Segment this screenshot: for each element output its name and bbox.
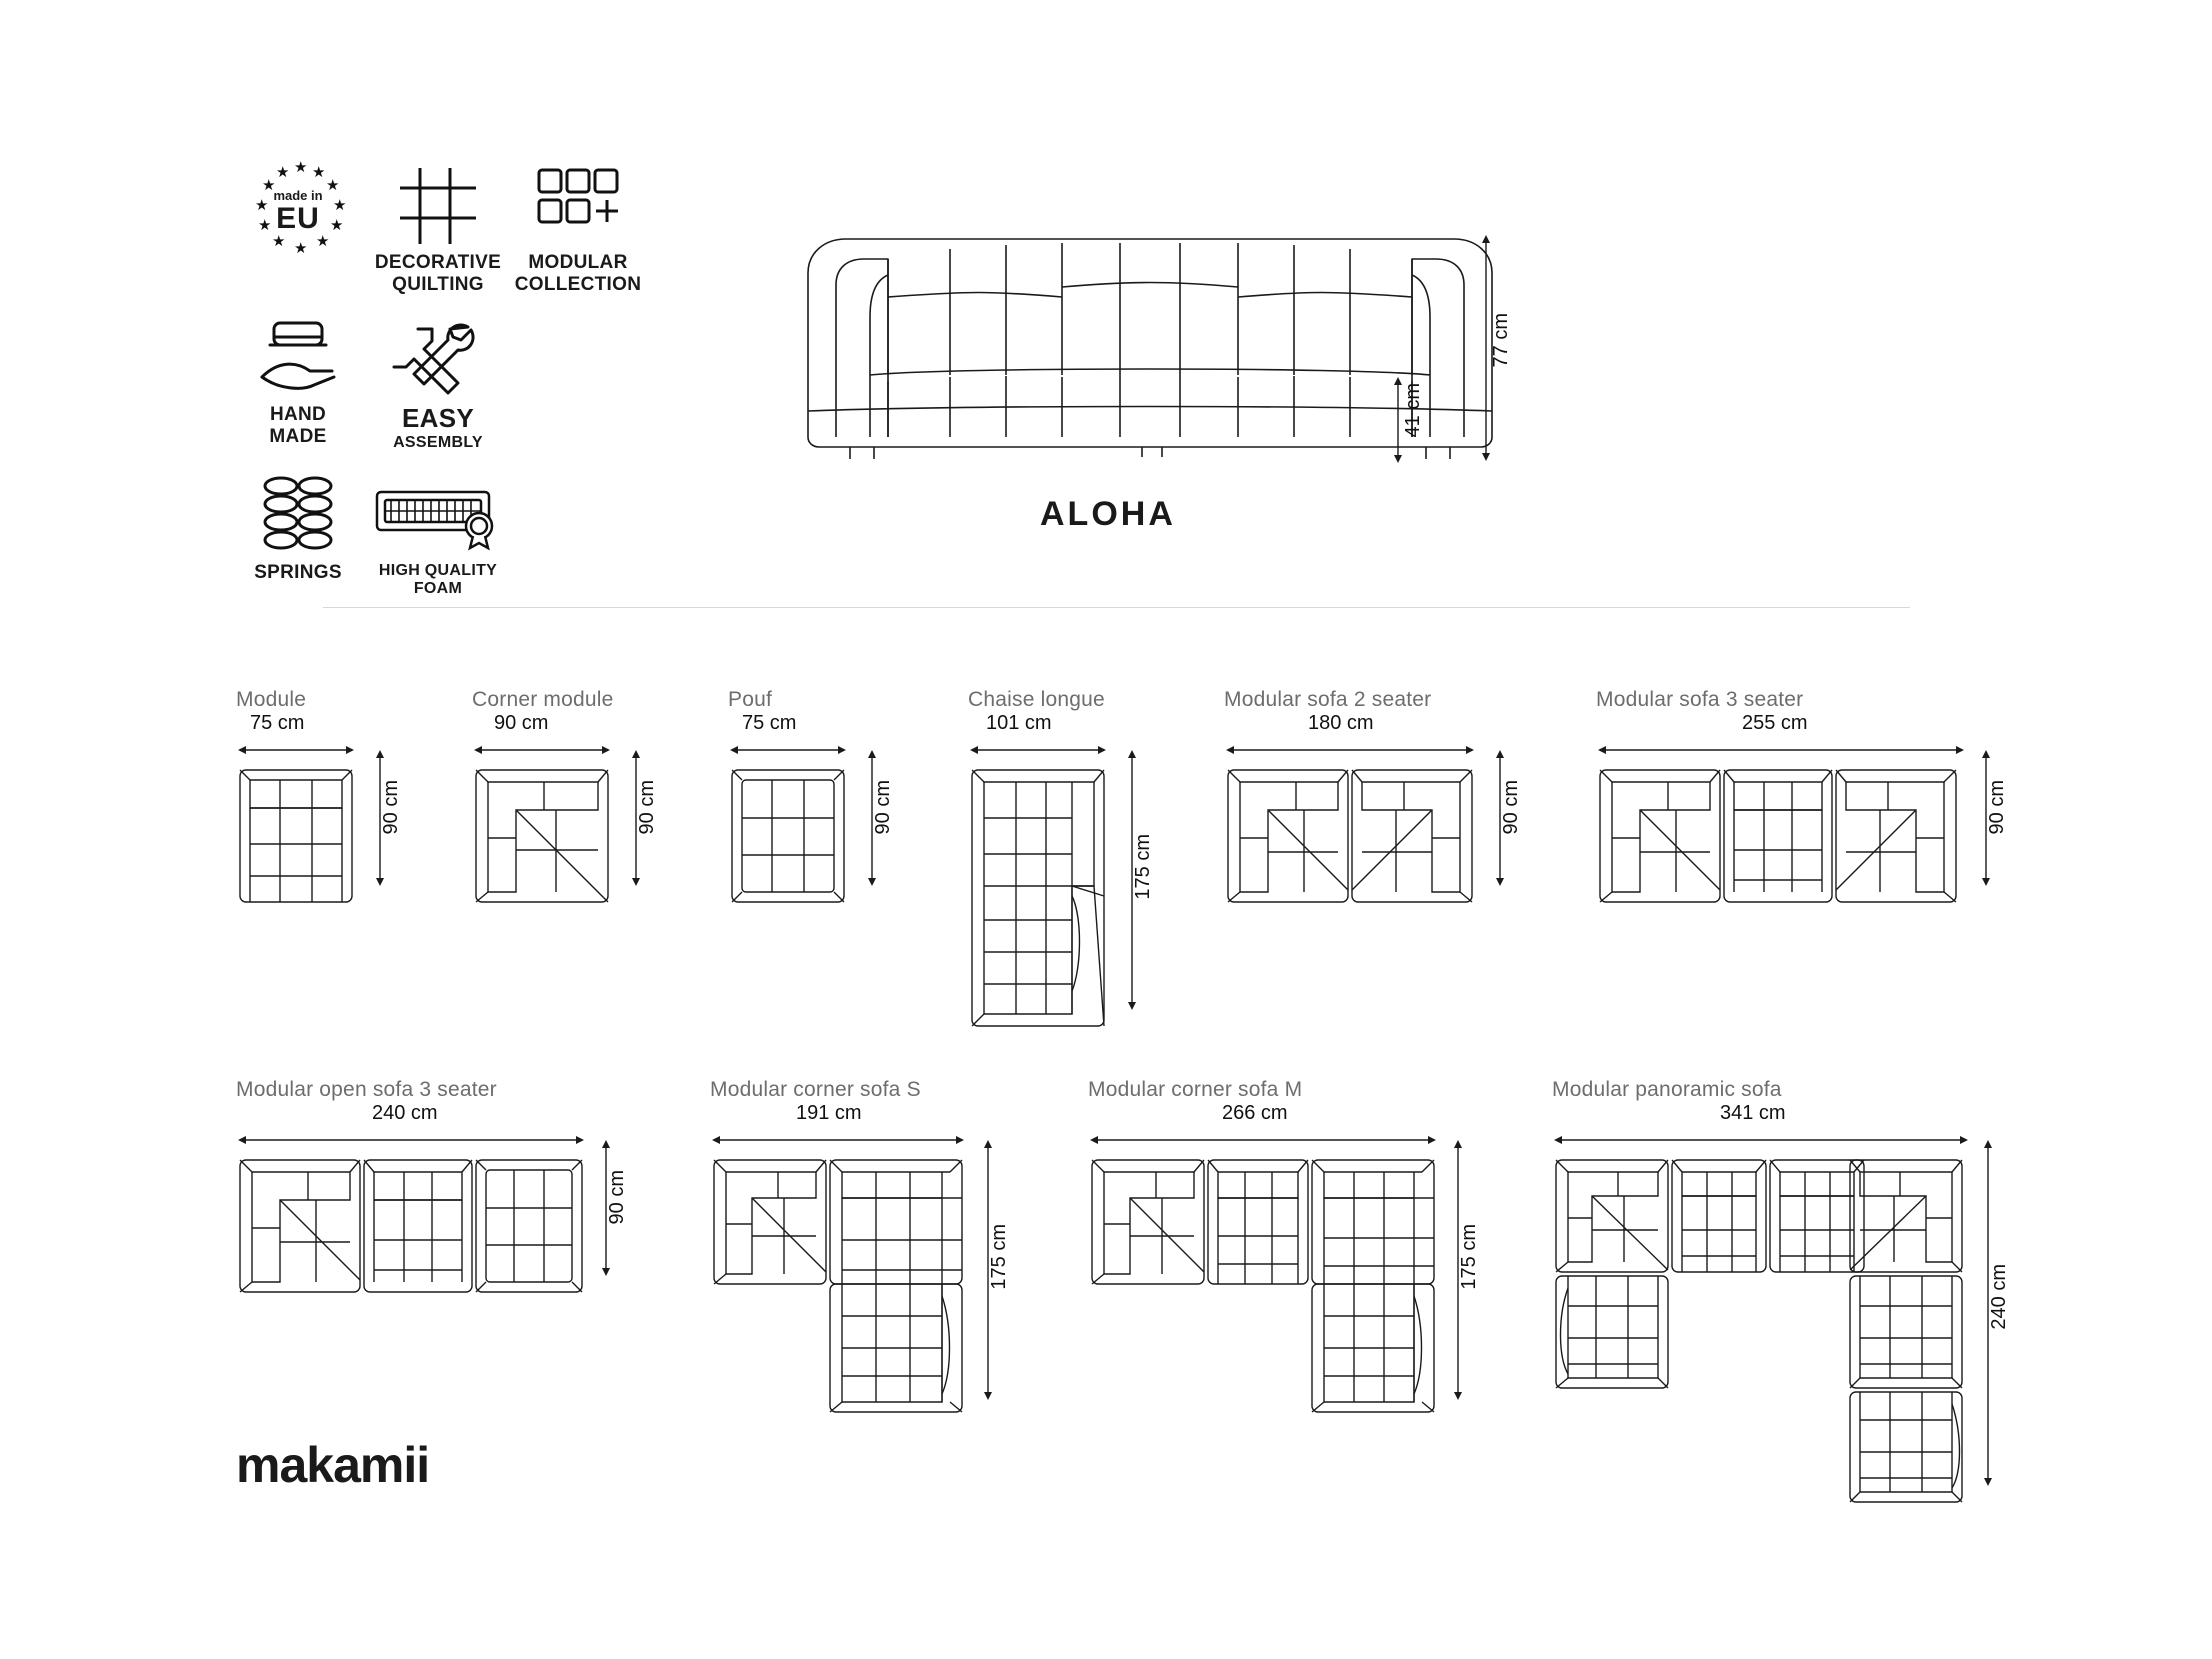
item-modular-sofa-3-seater <box>1596 688 2008 906</box>
module-width-dimension <box>236 734 356 756</box>
sofa3-topview <box>1596 766 1966 906</box>
feature-modular-collection <box>508 160 648 296</box>
feature-made-in-eu <box>228 160 368 274</box>
made-in-label: made in <box>273 188 323 203</box>
item-modular-corner-sofa-s <box>710 1078 1010 1420</box>
made-in-eu-icon: ★ ★ ★ ★ ★ ★ ★ ★ ★ ★ ★ ★ made in EU <box>228 160 368 252</box>
springs-icon <box>228 470 368 562</box>
panoramic-width-label: 341 cm <box>1720 1102 1786 1124</box>
corner-m-topview <box>1088 1156 1438 1420</box>
brand-logo <box>236 1437 452 1496</box>
item-sofa2-title: Modular sofa 2 seater <box>1224 688 1432 711</box>
item-modular-open-sofa-3-seater <box>236 1078 628 1296</box>
module-width-label: 75 cm <box>250 712 305 734</box>
item-pouf <box>728 688 894 906</box>
pouf-depth-label: 90 cm <box>872 780 894 835</box>
open3-width-dimension <box>236 1124 586 1146</box>
pouf-width-dimension <box>728 734 848 756</box>
feature-icons-group <box>228 160 648 599</box>
chaise-width-dimension <box>968 734 1108 756</box>
corner-s-width-label: 191 cm <box>796 1102 862 1124</box>
module-depth-label: 90 cm <box>380 780 402 835</box>
feature-row-2 <box>228 312 648 452</box>
quilting-icon <box>368 160 508 252</box>
sofa3-depth-label: 90 cm <box>1986 780 2008 835</box>
open3-topview <box>236 1156 586 1296</box>
feature-easy-assembly <box>368 312 508 452</box>
corner-s-topview <box>710 1156 966 1420</box>
hero-total-height-label: 77 cm <box>1490 313 1512 368</box>
pouf-width-label: 75 cm <box>742 712 797 734</box>
quilting-label-1: DECORATIVE <box>374 252 502 273</box>
sofa2-depth-label: 90 cm <box>1500 780 1522 835</box>
chaise-topview <box>968 766 1108 1030</box>
hero-sofa-illustration <box>790 225 1510 475</box>
module-topview <box>236 766 356 906</box>
item-modular-sofa-2-seater <box>1224 688 1522 906</box>
svg-text:makamii: makamii <box>236 1437 430 1493</box>
sofa2-topview <box>1224 766 1476 906</box>
tools-icon <box>368 312 508 404</box>
item-pouf-title: Pouf <box>728 688 772 711</box>
item-modular-corner-sofa-m <box>1088 1078 1480 1420</box>
item-corner-module-title: Corner module <box>472 688 614 711</box>
pouf-topview <box>728 766 848 906</box>
feature-springs <box>228 470 368 584</box>
hand-made-label-1: HAND <box>269 403 327 425</box>
feature-hand-made <box>228 312 368 448</box>
panoramic-depth-label: 240 cm <box>1988 1264 2010 1330</box>
hero-seat-height-label: 41 cm <box>1402 383 1424 438</box>
sofa3-width-label: 255 cm <box>1742 712 1808 734</box>
item-modular-panoramic-sofa <box>1552 1078 2010 1506</box>
item-panoramic-title: Modular panoramic sofa <box>1552 1078 1782 1101</box>
foam-icon <box>368 470 508 562</box>
springs-label: SPRINGS <box>254 561 342 583</box>
corner-m-width-label: 266 cm <box>1222 1102 1288 1124</box>
foam-label-2: FOAM <box>413 580 463 598</box>
item-sofa3-title: Modular sofa 3 seater <box>1596 688 1804 711</box>
product-title: ALOHA <box>1040 495 1176 533</box>
assembly-label: ASSEMBLY <box>393 433 483 451</box>
feature-high-quality-foam <box>368 470 508 599</box>
foam-label-1: HIGH QUALITY <box>378 561 498 579</box>
hand-made-label-2: MADE <box>269 425 327 447</box>
item-corner-s-title: Modular corner sofa S <box>710 1078 921 1101</box>
chaise-width-label: 101 cm <box>986 712 1052 734</box>
feature-row-3 <box>228 470 648 599</box>
quilting-label-2: QUILTING <box>392 273 484 295</box>
corner-module-topview <box>472 766 612 906</box>
sofa2-width-label: 180 cm <box>1308 712 1374 734</box>
modular-collection-icon <box>508 160 648 252</box>
chaise-depth-label: 175 cm <box>1132 834 1154 900</box>
corner-s-width-dimension <box>710 1124 966 1146</box>
item-chaise-longue <box>968 688 1154 1030</box>
corner-module-width-dimension <box>472 734 612 756</box>
open3-width-label: 240 cm <box>372 1102 438 1124</box>
panoramic-width-dimension <box>1552 1124 1970 1146</box>
sofa3-width-dimension <box>1596 734 1966 756</box>
sofa2-width-dimension <box>1224 734 1476 756</box>
corner-module-depth-label: 90 cm <box>636 780 658 835</box>
corner-module-width-label: 90 cm <box>494 712 549 734</box>
easy-label: EASY <box>401 402 474 433</box>
item-module-title: Module <box>236 688 307 711</box>
item-chaise-longue-title: Chaise longue <box>968 688 1105 711</box>
item-open3-title: Modular open sofa 3 seater <box>236 1078 497 1101</box>
corner-s-depth-label: 175 cm <box>988 1224 1010 1290</box>
corner-m-width-dimension <box>1088 1124 1438 1146</box>
open3-depth-label: 90 cm <box>606 1170 628 1225</box>
section-divider <box>323 607 1910 608</box>
feature-decorative-quilting <box>368 160 508 296</box>
hand-made-icon <box>228 312 368 404</box>
modular-collection-label-1: MODULAR <box>528 252 628 273</box>
item-corner-m-title: Modular corner sofa M <box>1088 1078 1303 1101</box>
modular-collection-label-2: COLLECTION <box>514 273 642 295</box>
panoramic-topview <box>1552 1156 1970 1506</box>
corner-m-depth-label: 175 cm <box>1458 1224 1480 1290</box>
eu-label: EU <box>276 202 320 235</box>
feature-row-1 <box>228 160 648 296</box>
item-corner-module <box>472 688 658 906</box>
item-module <box>236 688 402 906</box>
